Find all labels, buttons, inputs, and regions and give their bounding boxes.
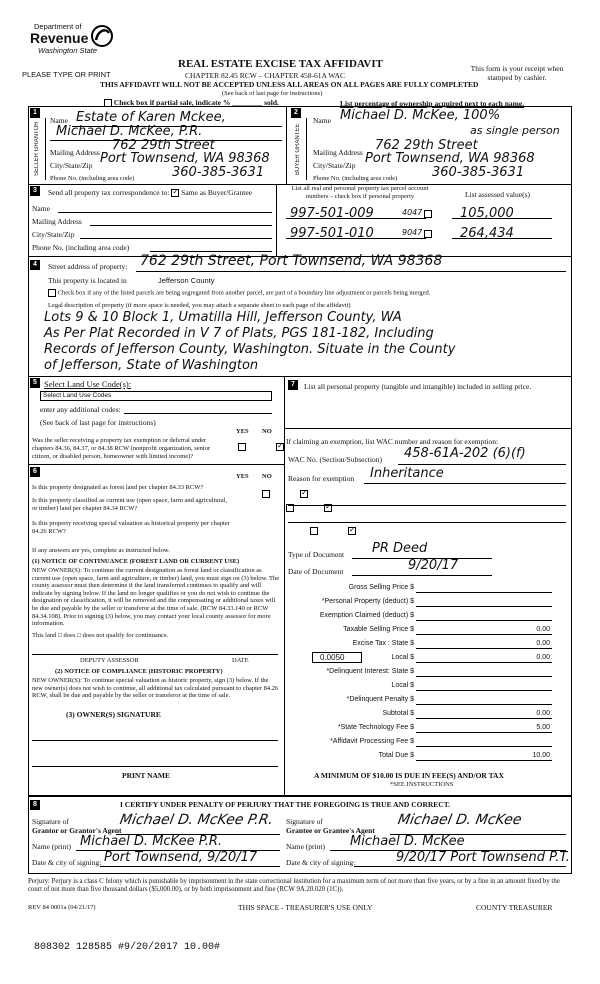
partial-sale: Check box if partial sale, indicate % ________ sold. <box>104 98 279 107</box>
section-8-number: 8 <box>30 800 40 810</box>
calc-label: Excise Tax : State $ <box>352 640 414 647</box>
buyer-mailing-value: 762 29th Street <box>375 138 478 153</box>
receipt-stamp: 808302 128585 #9/20/2017 10.00# <box>34 942 221 953</box>
dept-name: Revenue <box>30 30 89 46</box>
treasurer-note: THIS SPACE - TREASURER'S USE ONLY <box>238 903 373 912</box>
reason-label: Reason for exemption <box>288 474 355 483</box>
calc-value: 0.00 <box>536 640 550 647</box>
section-3-number: 3 <box>30 186 40 196</box>
assessed-header: List assessed value(s) <box>465 190 530 199</box>
seller-city-value: Port Townsend, WA 98368 <box>100 151 270 166</box>
doc-date-value: 9/20/17 <box>408 558 459 573</box>
corr-name-line <box>58 212 272 213</box>
s7-divider <box>284 428 572 429</box>
corr-mailing-line <box>90 225 272 226</box>
street-line <box>136 271 566 272</box>
seller-name-value-2: Michael D. McKee, P.R. <box>56 124 203 139</box>
calc-label: Total Due $ <box>378 752 414 759</box>
section-5-number: 5 <box>30 378 40 388</box>
land-use-see-back: (See back of last page for instructions) <box>40 418 156 427</box>
local-rate: 0.0050 <box>320 653 345 662</box>
located-label: This property is located in <box>48 276 127 285</box>
section-2-number: 2 <box>291 108 301 118</box>
s6-q1-no[interactable] <box>300 490 308 498</box>
legal-line-4: of Jefferson, State of Washington <box>44 358 259 373</box>
land-use-select[interactable]: Select Land Use Codes <box>40 391 272 401</box>
grantor-sig-label-2: Grantor or Grantor's Agent <box>32 826 122 835</box>
lower-center-divider <box>284 376 285 796</box>
calc-value: 0.00 <box>536 654 550 661</box>
buyer-city-label: City/State/Zip <box>313 161 356 170</box>
legal-line-3: Records of Jefferson County, Washington. Situate in the County <box>44 342 456 357</box>
form-title: REAL ESTATE EXCISE TAX AFFIDAVIT <box>178 58 383 70</box>
perjury-note: Perjury: Perjury is a class C felony which is punishable by imprisonment in the state correctional institution for a maximum term of not more than five years, or by a fine in an amount fixed by the court of not more than five thousand dollars ($5,000.00), or by both imprisonment and fine (RCW 9A.20.020 (1C)). <box>28 878 560 893</box>
grantor-name-label: Name (print) <box>32 842 71 851</box>
buyer-name-note: as single person <box>470 124 560 137</box>
s6-notice-compliance-text: NEW OWNER(S): To continue special valuation as historic property, sign (3) below. If the new owner(s) does not wish to continue, all additional tax calculated pursuant to chapter 84.26 RCW, shall be due and payable by the seller or transferor at the time of sale. <box>32 677 279 700</box>
wac-value: 458-61A-202 (6)(f) <box>404 446 526 461</box>
seller-name-label: Name <box>50 116 68 125</box>
s6-land-qualify: This land □ does □ does not qualify for continuance. <box>32 632 169 639</box>
personal-property-checkbox[interactable] <box>424 230 432 238</box>
legal-line-2: As Per Plat Recorded in V 7 of Plats, PGS 181-182, Including <box>44 326 434 341</box>
s5-question-1: Was the seller receiving a property tax exemption or deferral under chapters 84.36, 84.37, or 84.38 RCW (nonprofit organization, senior citizen, or disabled person, homeowner with limited income)? <box>32 437 211 460</box>
calc-label: Local $ <box>391 682 414 689</box>
section-6-number: 6 <box>30 467 40 477</box>
reason-value: Inheritance <box>370 466 444 481</box>
see-instructions: *SEE INSTRUCTIONS <box>390 781 454 788</box>
corr-phone-label: Phone No. (including area code) <box>32 243 130 252</box>
s6-question-3: Is this property receiving special valuation as historical property per chapter 84.26 RCW? <box>32 520 230 535</box>
grantor-name: Michael D. McKee P.R. <box>80 834 223 849</box>
s6-q3-no[interactable] <box>348 527 356 535</box>
ownership-note: List percentage of ownership acquired next to each name. <box>340 99 525 108</box>
calc-value: 5.00 <box>536 724 550 731</box>
parcel-number: 997-501-009 <box>290 206 374 221</box>
see-back-note: (See back of last page for instructions) <box>222 90 323 97</box>
parcel-row <box>282 204 568 226</box>
calc-label: *Delinquent Penalty $ <box>346 696 414 703</box>
grantee-sig-label-2: Grantee or Grantee's Agent <box>286 826 375 835</box>
revenue-logo-icon <box>90 24 114 48</box>
corr-city-label: City/State/Zip <box>32 230 75 239</box>
deputy-line <box>32 654 278 655</box>
county-value: Jefferson County <box>158 276 215 285</box>
dept-logo <box>20 20 130 64</box>
s6-notice-continuance-heading: (1) NOTICE OF CONTINUANCE (FOREST LAND OR CURRENT USE) <box>32 558 240 565</box>
minimum-due-note: A MINIMUM OF $10.00 IS DUE IN FEE(S) AND/OR TAX <box>314 771 504 780</box>
same-as-buyer-checkbox[interactable] <box>171 189 179 197</box>
s6-if-yes: If any answers are yes, complete as instructed below. <box>32 547 170 554</box>
parcel-assessed-value: 264,434 <box>460 226 514 241</box>
seller-phone-value: 360-385-3631 <box>172 165 265 180</box>
grantor-date-label: Date & city of signing: <box>32 858 102 867</box>
form-warning: THIS AFFIDAVIT WILL NOT BE ACCEPTED UNLESS ALL AREAS ON ALL PAGES ARE FULLY COMPLETED <box>100 80 479 89</box>
seller-name-value-1: Estate of Karen Mckee, <box>76 110 226 125</box>
dept-line3: Washington State <box>38 46 98 55</box>
certify-text: I CERTIFY UNDER PENALTY OF PERJURY THAT THE FOREGOING IS TRUE AND CORRECT. <box>120 800 451 809</box>
correspondence-label: Send all property tax correspondence to: ✓ Same as Buyer/Grantee <box>48 188 252 197</box>
parcel-assessed-value: 105,000 <box>460 206 514 221</box>
grantee-sig-label-1: Signature of <box>286 817 323 826</box>
doc-date-line <box>352 575 492 576</box>
s6-yes-header: YES <box>236 473 249 480</box>
calc-label: *State Technology Fee $ <box>337 724 414 731</box>
parcel-mark: 4047 <box>402 208 423 217</box>
print-name-line <box>32 766 278 767</box>
s5-yes-header: YES <box>236 428 249 435</box>
calc-value: 0.00 <box>536 626 550 633</box>
s5-q1-no[interactable] <box>276 443 284 451</box>
buyer-name-value: Michael D. McKee, 100% <box>340 108 501 123</box>
corr-name-label: Name <box>32 204 50 213</box>
wac-line <box>398 464 566 465</box>
calc-label: Taxable Selling Price $ <box>343 626 414 633</box>
grantor-date: Port Townsend, 9/20/17 <box>104 850 258 865</box>
deputy-assessor-label: DEPUTY ASSESSOR <box>80 657 139 664</box>
calc-label: *Delinquent Interest: State $ <box>326 668 414 675</box>
s6-owner-signature-heading: (3) OWNER(S) SIGNATURE <box>66 710 161 719</box>
street-value: 762 29th Street, Port Townsend, WA 98368 <box>140 253 443 269</box>
street-label: Street address of property: <box>48 262 128 271</box>
print-note: PLEASE TYPE OR PRINT <box>22 70 111 79</box>
grantee-name: Michael D. McKee <box>350 834 465 849</box>
s5-divider <box>28 464 284 465</box>
parcel-header: List all real and personal property tax parcel account numbers – check box if personal property <box>291 185 429 200</box>
section-divider-3 <box>28 376 572 377</box>
calc-label: Exemption Claimed (deduct) $ <box>319 612 414 619</box>
dept-line1: Department of <box>34 22 82 31</box>
parcel-number: 997-501-010 <box>290 226 374 241</box>
s6-question-1: Is this property designated as forest land per chapter 84.33 RCW? <box>32 484 204 491</box>
calc-value: 0.00 <box>536 710 550 717</box>
s6-no-header: NO <box>262 473 272 480</box>
grantee-date-label: Date & city of signing: <box>286 858 356 867</box>
grantor-sig-label-1: Signature of <box>32 817 69 826</box>
legal-line-1: Lots 9 & 10 Block 1, Umatilla Hill, Jefferson County, WA <box>44 310 402 325</box>
calc-label: Local $ <box>391 654 414 661</box>
doc-type-label: Type of Document <box>288 550 345 559</box>
calc-label: *Personal Property (deduct) $ <box>321 598 414 605</box>
form-revision: REV 84 0001a (04/21/17) <box>28 904 96 911</box>
exemption-intro: If claiming an exemption, list WAC number and reason for exemption: <box>286 437 499 446</box>
section-4-number: 4 <box>30 260 40 270</box>
grantee-date: 9/20/17 Port Townsend P.T. <box>396 850 570 865</box>
owner-signature-line <box>32 740 278 741</box>
form-chapter: CHAPTER 82.45 RCW – CHAPTER 458-61A WAC <box>185 71 345 80</box>
parcel-mark: 9047 <box>402 228 423 237</box>
deputy-date-label: DATE <box>232 657 249 664</box>
calc-label: Subtotal $ <box>382 710 414 717</box>
doc-date-label: Date of Document <box>288 567 344 576</box>
reason-line <box>364 483 566 484</box>
buyer-city-value: Port Townsend, WA 98368 <box>365 151 535 166</box>
seller-mailing-label: Mailing Address <box>50 148 100 157</box>
calc-label: Gross Selling Price $ <box>348 584 414 591</box>
additional-codes-label: enter any additional codes: <box>40 405 121 414</box>
segregated-checkbox[interactable] <box>48 289 56 297</box>
doc-type-value: PR Deed <box>372 541 428 556</box>
seller-mailing-value: 762 29th Street <box>112 138 215 153</box>
receipt-note: This form is your receipt when stamped by cashier. <box>470 64 564 82</box>
personal-property-text: List all personal property (tangible and intangible) included in selling price. <box>304 382 532 391</box>
s6-question-2: Is this property classified as current use (open space, farm and agricultural, or timber) land per chapter 84.34 RCW? <box>32 497 228 512</box>
corr-parcel-divider <box>276 184 277 256</box>
s5-q1-yes[interactable] <box>238 443 246 451</box>
print-name-label: PRINT NAME <box>122 771 170 780</box>
s6-notice-continuance-text: NEW OWNER(S): To continue the current designation as forest land or classification as current use (open space, farm and agriculture, or timber) land, you must sign on (3) below. The county assessor must then determine if the land transferred continues to qualify and will indicate by signing below. If the land no longer qualifies or you do not wish to continue the designation or classification, it will be removed and the compensating or additional taxes will be due and payable by the seller or transferor at the time of sale. (RCW 84.33.140 or RCW 84.34.108). Prior to signing (3) below, you may contact your local county assessor for more information. <box>32 567 280 628</box>
wac-label: WAC No. (Section/Subsection) <box>288 455 382 464</box>
seller-buyer-divider <box>286 106 287 184</box>
buyer-phone-value: 360-385-3631 <box>432 165 525 180</box>
reason-line-2 <box>288 505 566 506</box>
additional-codes-line <box>124 413 272 414</box>
corr-mailing-label: Mailing Address <box>32 217 82 226</box>
buyer-name-label: Name <box>313 116 331 125</box>
buyer-side-label: BUYER GRANTEE <box>295 118 307 180</box>
personal-property-checkbox[interactable] <box>424 210 432 218</box>
corr-phone-line <box>150 251 272 252</box>
section-1-number: 1 <box>30 108 40 118</box>
legal-label: Legal description of property (if more space is needed, you may attach a separate sheet to each page of the affidavit) <box>48 302 351 309</box>
seller-city-label: City/State/Zip <box>50 161 93 170</box>
grantee-name-label: Name (print) <box>286 842 325 851</box>
seller-phone-label: Phone No. (including area code) <box>50 175 135 182</box>
reason-line-3 <box>288 522 566 523</box>
seller-side-label: SELLER GRANTOR <box>34 118 46 180</box>
s6-q1-yes[interactable] <box>262 490 270 498</box>
buyer-mailing-label: Mailing Address <box>313 148 363 157</box>
grantor-signature: Michael D. McKee P.R. <box>118 812 275 828</box>
land-use-label: Select Land Use Code(s): <box>44 379 132 389</box>
county-treasurer: COUNTY TREASURER <box>476 903 553 912</box>
grantor-date-line <box>100 866 280 867</box>
parcel-row <box>282 224 568 246</box>
calc-value: 10.00 <box>532 752 550 759</box>
grantee-signature: Michael D. McKee <box>396 812 523 828</box>
grantee-date-line <box>354 866 566 867</box>
corr-city-line <box>80 238 272 239</box>
calc-label: *Affidavit Processing Fee $ <box>330 738 414 745</box>
segregated-note: Check box if any of the listed parcels are being segregated from another parcel, are part of a boundary line adjustment or parcels being merged. <box>48 289 430 297</box>
s6-notice-compliance-heading: (2) NOTICE OF COMPLIANCE (HISTORIC PROPERTY) <box>55 668 223 675</box>
section-7-number: 7 <box>288 380 298 390</box>
s6-q3-yes[interactable] <box>310 527 318 535</box>
buyer-phone-label: Phone No. (including area code) <box>313 175 398 182</box>
s5-no-header: NO <box>262 428 272 435</box>
